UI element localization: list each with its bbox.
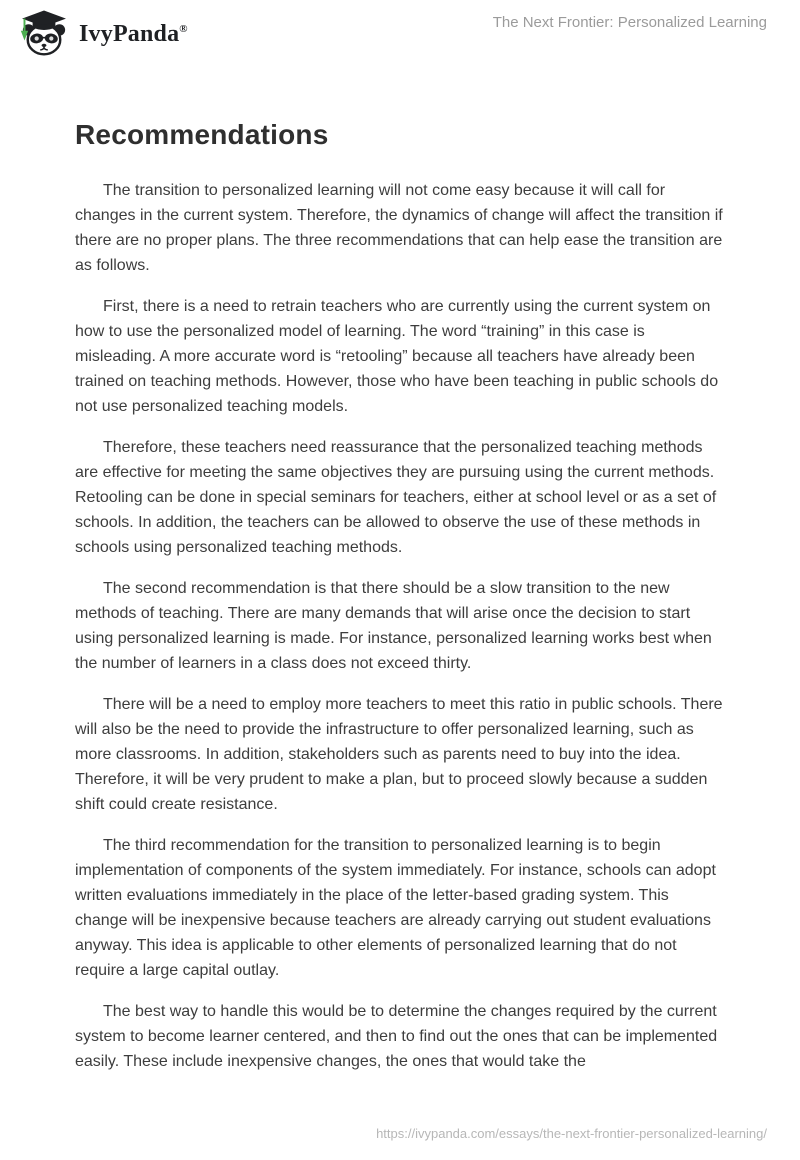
page-header [0,0,800,70]
paragraph-5: There will be a need to employ more teachers to meet this ratio in public schools. There will also be the need to provide the infrastructure to offer personalized learning, such as more classrooms. In addition, stakeholders such as parents need to buy into the idea. Therefore, it will be very prudent to make a plan, but to proceed slowly because a sudden shift could create resistance. [75,695,723,813]
source-url: https://ivypanda.com/essays/the-next-frontier-personalized-learning/ [376,1126,767,1141]
paragraph-6: The third recommendation for the transition to personalized learning is to begin implementation of components of the system immediately. For instance, schools can adopt written evaluations immediately in the place of the letter-based grading system. This change will be inexpensive because teachers are already carrying out student evaluations anyway. This idea is applicable to other elements of personalized learning that do not require a large capital outlay. [75,836,716,979]
document-title: The Next Frontier: Personalized Learning [492,14,767,31]
paragraph-1: The transition to personalized learning will not come easy because it will call for changes in the current system. Therefore, the dynamics of change will affect the transition if there are no proper plans. The three recommendations that can help ease the transition are as follows. [75,181,723,274]
panda-graduate-icon [18,8,70,60]
paragraph-7: The best way to handle this would be to determine the changes required by the current system to become learner centered, and then to find out the ones that can be implemented easily. These include inexpensive changes, the ones that would take the [75,1002,718,1070]
paragraph-4: The second recommendation is that there should be a slow transition to the new methods of teaching. There are many demands that will arise once the decision to start using personalized learning is made. For instance, personalized learning works best when the number of learners in a class does not exceed thirty. [75,579,712,672]
essay-content [75,70,723,1090]
registered-trademark-symbol: ® [179,22,188,35]
logo-wordmark: IvyPanda [79,20,180,47]
logo-text [79,21,188,48]
paragraph-2: First, there is a need to retrain teachers who are currently using the current system on how to use the personalized model of learning. The word “training” in this case is misleading. A more accurate word is “retooling” because all teachers have already been trained on teaching methods. However, those who have been teaching in public schools do not use personalized teaching models. [75,297,719,415]
page-footer [376,1126,767,1141]
ivypanda-logo [18,8,188,60]
paragraph-3: Therefore, these teachers need reassurance that the personalized teaching methods are effective for meeting the same objectives they are pursuing using the current methods. Retooling can be done in special seminars for teachers, either at school level or as a set of schools. In addition, the teachers can be allowed to observe the use of these methods in schools using personalized teaching methods. [75,438,717,556]
section-heading: Recommendations [75,119,329,150]
